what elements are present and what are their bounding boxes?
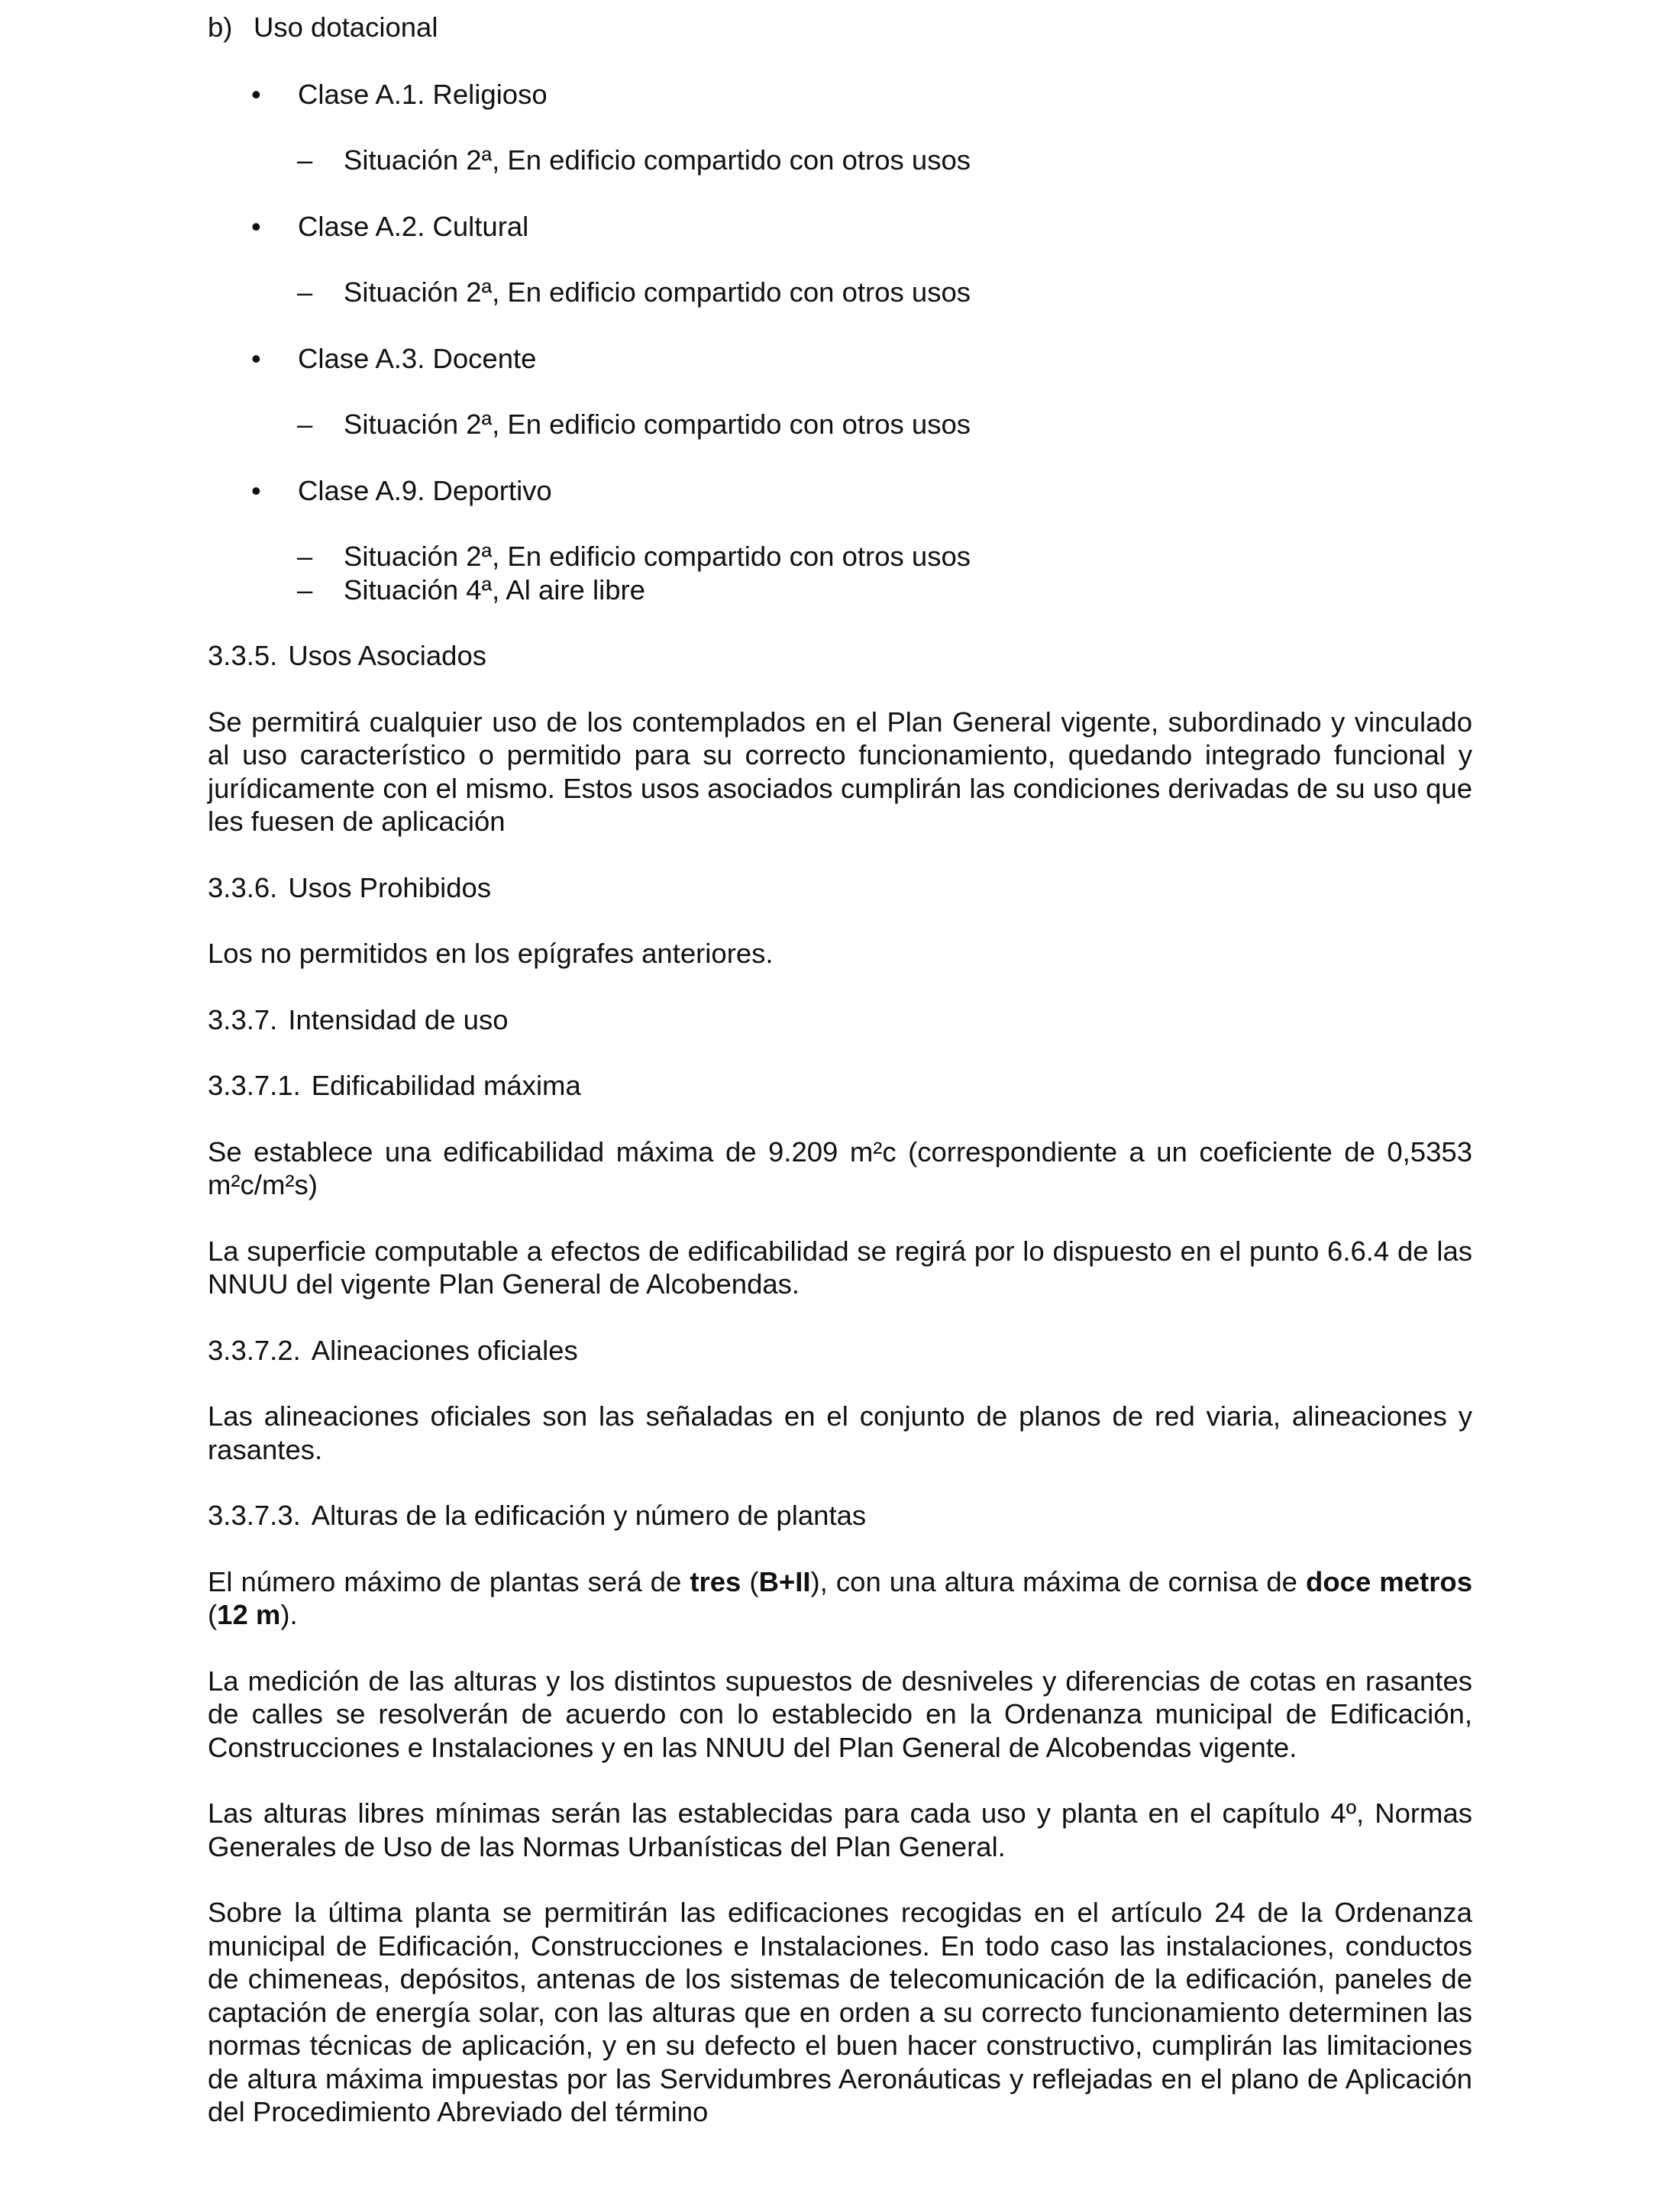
class-a9: • Clase A.9. Deportivo bbox=[208, 474, 1472, 508]
section-3371-number: 3.3.7.1. bbox=[208, 1070, 301, 1101]
p1-bold-floor-code: B+II bbox=[758, 1565, 811, 1597]
class-a1-situation: – Situación 2ª, En edificio compartido con otros usos bbox=[208, 144, 1472, 177]
p1-text-f: ). bbox=[280, 1599, 298, 1630]
class-a9-situation-1: – Situación 2ª, En edificio compartido con otros usos bbox=[208, 540, 1472, 573]
section-3373-heading bbox=[208, 1499, 1472, 1533]
class-a2-situation: – Situación 2ª, En edificio compartido con otros usos bbox=[208, 276, 1472, 309]
section-b-heading bbox=[208, 11, 1472, 44]
p1-bold-height-words: doce metros bbox=[1306, 1565, 1473, 1597]
section-3372-text: Las alineaciones oficiales son las señaladas en el conjunto de planos de red viaria, alineaciones y rasantes. bbox=[208, 1400, 1472, 1465]
section-3371-text-2: La superficie computable a efectos de edificabilidad se regirá por lo dispuesto en el punto 6.6.4 de las NNUU del vigente Plan General de Alcobendas. bbox=[208, 1235, 1472, 1300]
section-335-heading bbox=[208, 639, 1472, 673]
section-3373-paragraph-4: Sobre la última planta se permitirán las edificaciones recogidas en el artículo 24 de la Ordenanza municipal de Edificación, Construcciones e Instalaciones. En todo caso las instalaciones, conductos de chimeneas, depósitos, antenas de los sistemas de telecomunicación de la edificación, paneles de captación de energía solar, con las alturas que en orden a su correcto funcionamiento determinen las normas técnicas de aplicación, y en su defecto el buen hacer constructivo, cumplirán las limitaciones de altura máxima impuestas por las Servidumbres Aeronáuticas y reflejadas en el plano de Aplicación del Procedimiento Abreviado del término bbox=[208, 1897, 1472, 2127]
p1-text-d: ), con una altura máxima de cornisa de bbox=[810, 1565, 1307, 1597]
section-3372-title: Alineaciones oficiales bbox=[311, 1334, 578, 1366]
section-335-text: Se permitirá cualquier uso de los contemplados en el Plan General vigente, subordinado y vinculado al uso característico o permitido para su correcto funcionamiento, quedando integrado funcional y jurídicamente con el mismo. Estos usos asociados cumplirán las condiciones derivadas de su uso que les fuesen de aplicación bbox=[208, 706, 1472, 837]
section-3373-paragraph-3: Las alturas libres mínimas serán las establecidas para cada uso y planta en el capítulo 4º, Normas Generales de Uso de las Normas Urbanísticas del Plan General. bbox=[208, 1797, 1472, 1862]
section-335-number: 3.3.5. bbox=[208, 640, 278, 671]
section-336-text: Los no permitidos en los epígrafes anteriores. bbox=[208, 938, 774, 969]
class-a9-situation-2: – Situación 4ª, Al aire libre bbox=[208, 573, 1472, 607]
section-336-heading bbox=[208, 871, 1472, 905]
class-a2: • Clase A.2. Cultural bbox=[208, 210, 1472, 244]
p1-text-a: El número máximo de plantas será de bbox=[208, 1565, 690, 1597]
section-3373-paragraph-1 bbox=[208, 1565, 1472, 1632]
class-a3-situation: – Situación 2ª, En edificio compartido con otros usos bbox=[208, 408, 1472, 441]
document-page bbox=[208, 0, 1472, 2129]
class-a3: • Clase A.3. Docente bbox=[208, 342, 1472, 376]
section-336-title: Usos Prohibidos bbox=[288, 871, 492, 903]
p1-bold-height-value: 12 m bbox=[217, 1599, 281, 1630]
p1-text-c: ( bbox=[741, 1565, 759, 1597]
section-337-title: Intensidad de uso bbox=[288, 1003, 509, 1035]
section-337-number: 3.3.7. bbox=[208, 1003, 278, 1035]
section-3371-text-1: Se establece una edificabilidad máxima de 9.209 m²c (correspondiente a un coeficiente de 0,5353 m²c/m²s) bbox=[208, 1135, 1472, 1200]
section-3372-heading bbox=[208, 1334, 1472, 1368]
section-335-title: Usos Asociados bbox=[288, 640, 487, 671]
section-3373-paragraph-2: La medición de las alturas y los distintos supuestos de desniveles y diferencias de cotas en rasantes de calles se resolverán de acuerdo con lo establecido en la Ordenanza municipal de Edificación, Construcciones e Instalaciones y en las NNUU del Plan General de Alcobendas vigente. bbox=[208, 1665, 1472, 1763]
p1-bold-floors: tres bbox=[690, 1565, 741, 1597]
section-3373-title: Alturas de la edificación y número de plantas bbox=[311, 1500, 867, 1531]
section-337-heading bbox=[208, 1003, 1472, 1037]
section-3373-number: 3.3.7.3. bbox=[208, 1500, 301, 1531]
p1-text-e: ( bbox=[208, 1599, 218, 1630]
section-3371-heading bbox=[208, 1069, 1472, 1103]
section-3372-number: 3.3.7.2. bbox=[208, 1334, 301, 1366]
section-336-number: 3.3.6. bbox=[208, 871, 278, 903]
class-a1: • Clase A.1. Religioso bbox=[208, 78, 1472, 111]
section-b-title: Uso dotacional bbox=[254, 11, 438, 43]
section-3371-title: Edificabilidad máxima bbox=[311, 1070, 581, 1101]
section-b-label: b) bbox=[208, 11, 233, 43]
